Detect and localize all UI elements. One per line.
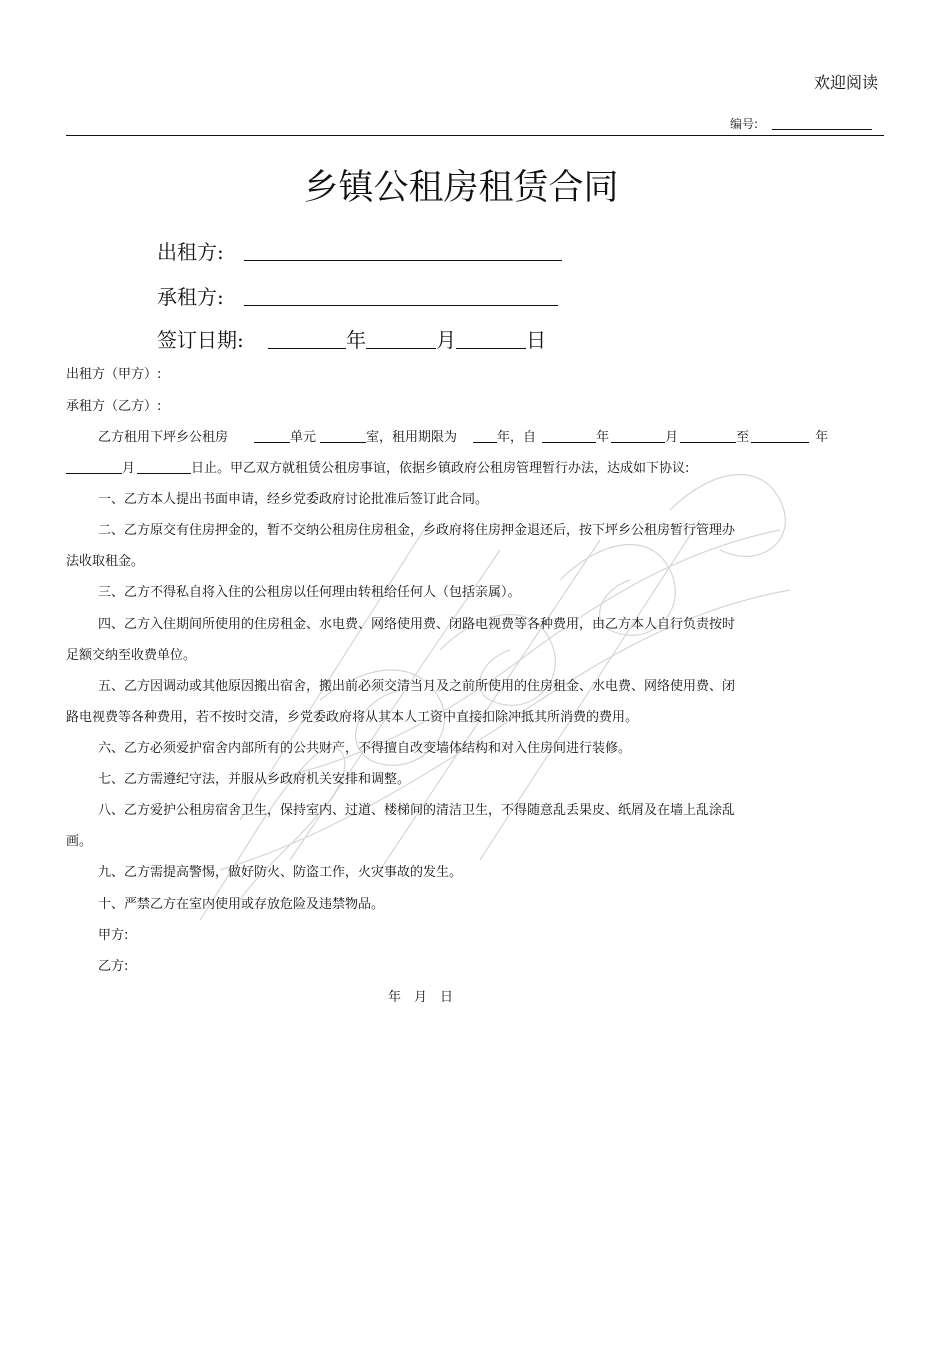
room-blank[interactable] <box>320 430 366 443</box>
clause-4-line-2: 足额交纳至收费单位。 <box>66 648 197 663</box>
intro-line-1 <box>98 430 828 446</box>
sign-month-blank[interactable] <box>366 328 436 349</box>
clause-9: 九、乙方需提高警惕，做好防火、防盗工作，火灾事故的发生。 <box>98 865 463 880</box>
lessee-label: 承租方: <box>157 285 224 309</box>
header-divider <box>66 135 884 136</box>
intro-text-6: 月 <box>665 430 679 445</box>
clause-2-line-2: 法收取租金。 <box>66 554 145 569</box>
clause-8-line-1: 八、乙方爱护公租房宿舍卫生，保持室内、过道、楼梯间的清洁卫生，不得随意乱丢果皮、纸屑及在墙上乱涂乱 <box>98 803 736 818</box>
unit-blank[interactable] <box>254 430 290 443</box>
lessee-field <box>157 281 558 310</box>
sign-day-blank[interactable] <box>456 328 526 349</box>
clause-4-line-1: 四、乙方入住期间所使用的住房租金、水电费、网络使用费、闭路电视费等各种费用，由乙方本人自行负责按时 <box>98 617 736 632</box>
end-day-blank[interactable] <box>137 461 191 474</box>
clause-1: 一、乙方本人提出书面申请，经乡党委政府讨论批准后签订此合同。 <box>98 492 489 507</box>
intro-text-3: 室，租用期限为 <box>366 430 458 445</box>
signature-date: 年 月 日 <box>388 990 454 1005</box>
intro-line-2 <box>66 461 689 477</box>
document-number-label: 编号: <box>730 117 759 131</box>
lessor-blank[interactable] <box>244 240 562 261</box>
intro-text-4: 年，自 <box>497 430 537 445</box>
party-b-line: 承租方（乙方）: <box>66 399 162 414</box>
start-day-blank[interactable] <box>680 430 736 443</box>
intro-text-5: 年 <box>596 430 610 445</box>
intro-text-1: 乙方租用下坪乡公租房 <box>98 430 229 445</box>
clause-2-line-1: 二、乙方原交有住房押金的，暂不交纳公租房住房租金，乡政府将住房押金退还后，按下坪乡公租房暂行管理办 <box>98 523 736 538</box>
clause-3: 三、乙方不得私自将入住的公租房以任何理由转租给任何人（包括亲属）。 <box>98 585 521 600</box>
signature-party-a: 甲方: <box>98 928 129 943</box>
lessee-blank[interactable] <box>244 285 558 306</box>
clause-5-line-2: 路电视费等各种费用，若不按时交清，乡党委政府将从其本人工资中直接扣除冲抵其所消费的费用。 <box>66 710 639 725</box>
sign-year-blank[interactable] <box>268 328 346 349</box>
clause-10: 十、严禁乙方在室内使用或存放危险及违禁物品。 <box>98 897 385 912</box>
start-month-blank[interactable] <box>611 430 665 443</box>
clause-8-line-2: 画。 <box>66 834 93 849</box>
intro-text-9: 月 <box>122 461 136 476</box>
intro-text-8: 年 <box>815 430 829 445</box>
clause-6: 六、乙方必须爱护宿舍内部所有的公共财产，不得擅自改变墙体结构和对入住房间进行装修。 <box>98 741 632 756</box>
end-year-blank[interactable] <box>751 430 809 443</box>
clause-7: 七、乙方需遵纪守法，并服从乡政府机关安排和调整。 <box>98 772 411 787</box>
lessor-field <box>157 236 562 265</box>
sign-month-unit: 月 <box>436 328 457 352</box>
intro-text-7: 至 <box>736 430 750 445</box>
lessor-label: 出租方: <box>157 240 224 264</box>
welcome-text: 欢迎阅读 <box>813 73 878 92</box>
sign-date-field <box>157 324 546 353</box>
intro-text-2: 单元 <box>290 430 317 445</box>
term-years-blank[interactable] <box>473 430 497 443</box>
end-month-blank[interactable] <box>66 461 122 474</box>
sign-year-unit: 年 <box>346 328 367 352</box>
document-title: 乡镇公租房租赁合同 <box>303 168 619 208</box>
document-number-blank[interactable] <box>772 117 872 130</box>
clause-5-line-1: 五、乙方因调动或其他原因搬出宿舍，搬出前必须交清当月及之前所使用的住房租金、水电费、网络使用费、闭 <box>98 679 736 694</box>
sign-day-unit: 日 <box>526 328 547 352</box>
start-year-blank[interactable] <box>542 430 596 443</box>
sign-date-label: 签订日期: <box>157 328 244 352</box>
signature-party-b: 乙方: <box>98 959 129 974</box>
party-a-line: 出租方（甲方）: <box>66 367 162 382</box>
document-number <box>730 115 872 132</box>
intro-text-10: 日止。甲乙双方就租赁公租房事谊，依据乡镇政府公租房管理暂行办法，达成如下协议: <box>191 461 690 476</box>
